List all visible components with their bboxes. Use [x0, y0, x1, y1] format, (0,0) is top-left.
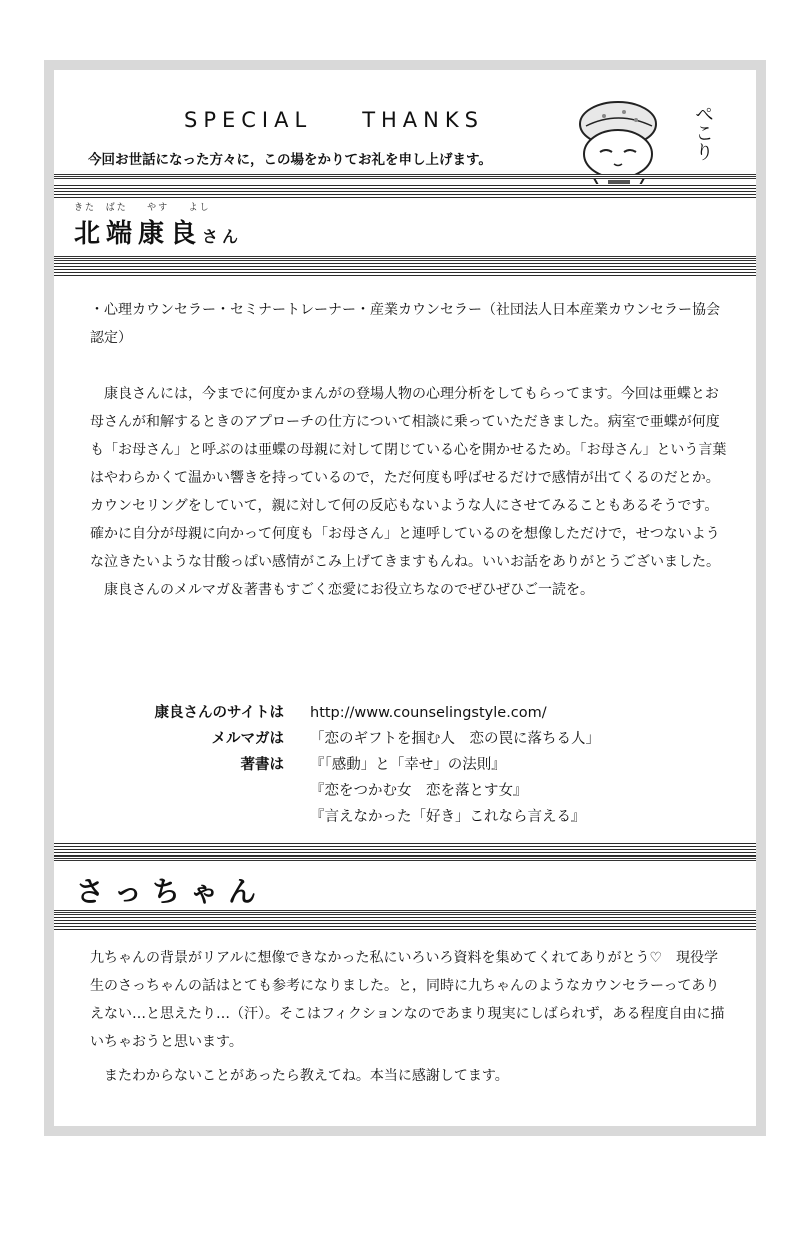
honorific: さん	[202, 227, 243, 246]
divider-section2-4	[54, 916, 756, 930]
divider-top-2	[54, 184, 756, 198]
section2-closing: またわからないことがあったら教えてね。本当に感謝してます。	[104, 1068, 509, 1084]
page-title	[54, 108, 614, 132]
section2-body: 九ちゃんの背景がリアルに想像できなかった私にいろいろ資料を集めてくれてありがとう♡ 現役学生のさっちゃんの話はとても参考になりました。と，同時に九ちゃんのようなカウンセラーってありえない…と思えたり…（汗）。そこはフィクションなのであまり現実にしばられず，ある程度自由に描いちゃおうと思います。	[90, 950, 725, 1050]
sound-effect-text: ぺこり	[692, 104, 714, 161]
section2-text	[90, 944, 730, 1090]
info-list	[54, 700, 734, 830]
page-frame	[44, 60, 766, 1136]
section1-heading	[74, 200, 242, 250]
divider-section2-1	[54, 842, 756, 856]
section1-body: 康良さんには，今までに何度かまんがの登場人物の心理分析をしてもらってます。今回は亜蝶とお母さんが和解するときのアプローチの仕方について相談に乗っていただきました。病室で亜蝶が何度も「お母さん」と呼ぶのは亜蝶の母親に対して閉じている心を開かせるため。「お母さん」という言葉はやわらかくて温かい響きを持っているので，ただ何度も呼ばせるだけで感情が出てくるのだとか。カウンセリングをしていて，親に対して何の反応もないような人にさせてみることもあるそうです。確かに自分が母親に向かって何度も「お母さん」と連呼しているのを想像しただけで，せつないような泣きたいような甘酸っぱい感情がこみ上げてきますもんね。いいお話をありがとうございました。	[90, 386, 727, 570]
section1-text	[90, 296, 730, 604]
page-content	[54, 70, 756, 1126]
title-thanks: THANKS	[362, 108, 484, 132]
page-subtitle: 今回お世話になった方々に，この場をかりてお礼を申し上げます。	[88, 152, 492, 168]
credentials-text: ・心理カウンセラー・セミナートレーナー・産業カウンセラー（社団法人日本産業カウンセラー協会認定）	[90, 302, 720, 346]
info-row: 著書は 『「感動」と「幸せ」の法則』	[240, 757, 506, 773]
divider-mid-1	[54, 256, 756, 261]
info-row: メルマガは 「恋のギフトを掴む人 恋の罠に落ちる人」	[211, 731, 600, 747]
info-row: 『言えなかった「好き」これなら言える』	[310, 809, 586, 825]
section2-name: さっちゃん	[76, 875, 267, 908]
person-name: 北端康良	[74, 219, 203, 249]
divider-top-1	[54, 174, 756, 179]
divider-section2-2	[54, 856, 756, 861]
divider-mid-2	[54, 262, 756, 276]
name-ruby: きた ばた やす よし	[74, 203, 211, 213]
info-row: 康良さんのサイトは http://www.counselingstyle.com/	[154, 705, 547, 721]
divider-section2-3	[54, 910, 756, 915]
recommend-text: 康良さんのメルマガ＆著書もすごく恋愛にお役立ちなのでぜひぜひご一読を。	[104, 582, 594, 598]
title-special: SPECIAL	[184, 108, 313, 132]
info-row: 『恋をつかむ女 恋を落とす女』	[310, 783, 528, 799]
